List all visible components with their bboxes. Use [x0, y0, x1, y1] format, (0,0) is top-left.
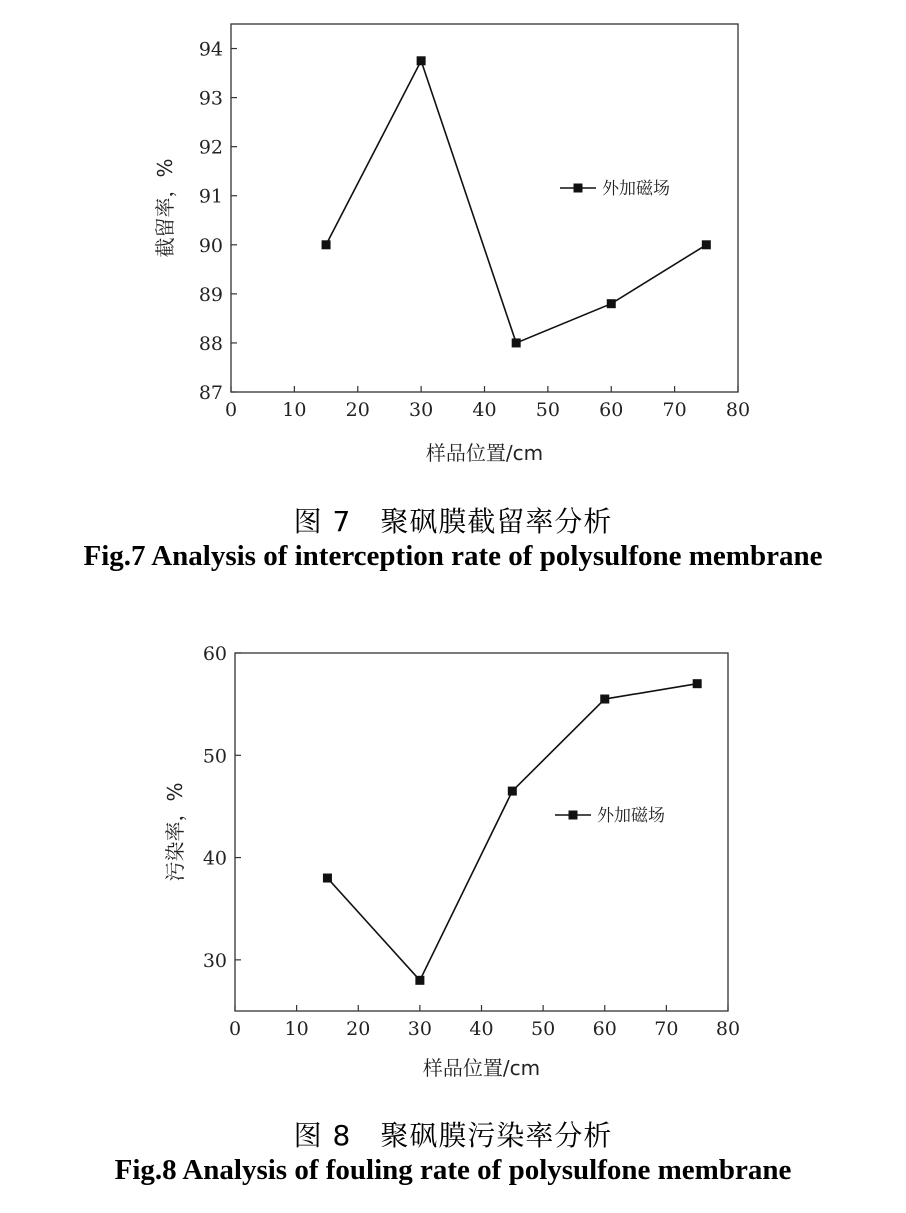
y-tick-label: 40 [202, 847, 227, 870]
data-point [415, 976, 424, 985]
x-tick-label: 50 [535, 399, 560, 421]
x-tick-label: 30 [407, 1018, 432, 1040]
plot-frame [231, 24, 738, 392]
figure-7 [0, 0, 906, 600]
figure-8-caption-en: Fig.8 Analysis of fouling rate of polysulfone membrane [114, 1154, 792, 1186]
y-tick-label: 88 [198, 332, 223, 355]
legend-marker [569, 811, 578, 820]
x-tick-label: 60 [592, 1018, 617, 1040]
x-tick-label: 70 [662, 399, 687, 421]
y-tick-label: 93 [198, 87, 223, 110]
x-tick-label: 40 [469, 1018, 494, 1040]
data-point [323, 874, 332, 883]
fouling-rate-chart [0, 620, 906, 1100]
data-point [702, 240, 711, 249]
y-tick-label: 94 [198, 38, 223, 61]
x-tick-label: 10 [282, 399, 307, 421]
y-tick-label: 50 [202, 745, 227, 768]
y-tick-label: 30 [202, 949, 227, 972]
x-tick-label: 0 [228, 1018, 242, 1040]
data-point [693, 679, 702, 688]
data-point [600, 695, 609, 704]
x-axis-title: 样品位置/cm [425, 441, 544, 465]
y-axis-title: 截留率，% [153, 158, 177, 258]
x-tick-label: 70 [654, 1018, 679, 1040]
figure-7-caption-en: Fig.7 Analysis of interception rate of polysulfone membrane [83, 540, 823, 572]
figure-7-caption-cn: 图 7 聚砜膜截留率分析 [293, 505, 613, 538]
legend-label: 外加磁场 [602, 179, 670, 199]
legend-label: 外加磁场 [597, 806, 665, 826]
x-tick-label: 0 [224, 399, 238, 421]
x-tick-label: 20 [346, 1018, 371, 1040]
legend-marker [574, 184, 583, 193]
x-tick-label: 40 [472, 399, 497, 421]
x-axis-title: 样品位置/cm [422, 1056, 541, 1080]
data-point [508, 787, 517, 796]
y-tick-label: 60 [202, 643, 227, 665]
series-line [327, 684, 697, 981]
y-tick-label: 89 [198, 283, 223, 306]
data-point [322, 240, 331, 249]
x-tick-label: 60 [599, 399, 624, 421]
x-tick-label: 10 [284, 1018, 309, 1040]
data-point [512, 338, 521, 347]
x-tick-label: 80 [715, 1018, 741, 1040]
x-tick-label: 80 [725, 399, 751, 421]
x-tick-label: 50 [531, 1018, 556, 1040]
y-tick-label: 87 [198, 382, 223, 404]
plot-frame [235, 653, 728, 1011]
series-line [326, 61, 706, 343]
data-point [417, 56, 426, 65]
interception-rate-chart [0, 0, 906, 500]
y-tick-label: 90 [198, 234, 223, 257]
y-tick-label: 91 [198, 185, 223, 208]
y-axis-title: 污染率，% [163, 782, 187, 882]
figure-8-caption-cn: 图 8 聚砜膜污染率分析 [293, 1119, 613, 1152]
x-tick-label: 30 [409, 399, 434, 421]
figure-8 [0, 620, 906, 1210]
y-tick-label: 92 [198, 136, 223, 159]
data-point [607, 299, 616, 308]
x-tick-label: 20 [345, 399, 370, 421]
